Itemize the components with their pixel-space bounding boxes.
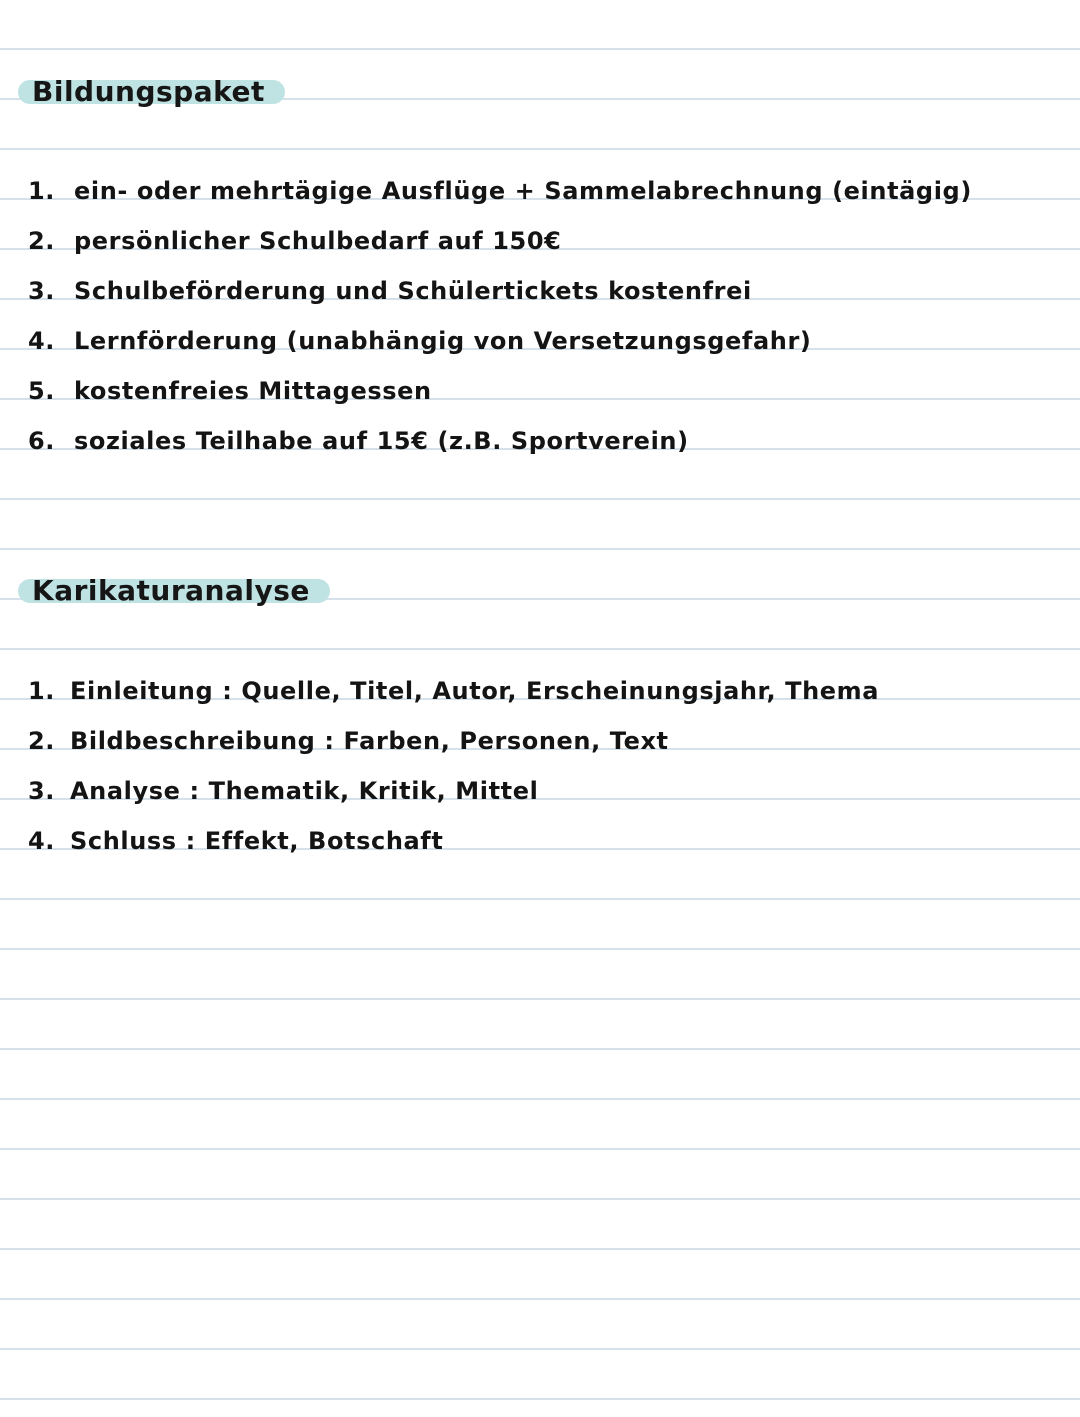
- karikaturanalyse-list: [28, 666, 879, 866]
- heading-text: Bildungspaket: [32, 75, 265, 108]
- item-number: 6.: [28, 427, 56, 455]
- section-heading-bildungspaket: [22, 72, 265, 112]
- item-number: 5.: [28, 377, 56, 405]
- item-text: kostenfreies Mittagessen: [74, 377, 432, 405]
- list-item: [28, 266, 972, 316]
- bildungspaket-list: [28, 166, 972, 466]
- item-text: Bildbeschreibung : Farben, Personen, Text: [70, 727, 669, 755]
- item-text: Analyse : Thematik, Kritik, Mittel: [70, 777, 539, 805]
- item-text: Lernförderung (unabhängig von Versetzungsgefahr): [74, 327, 812, 355]
- list-item: [28, 666, 879, 716]
- item-number: 3.: [28, 277, 56, 305]
- item-text: soziales Teilhabe auf 15€ (z.B. Sportverein): [74, 427, 689, 455]
- item-number: 2.: [28, 227, 56, 255]
- list-item: [28, 366, 972, 416]
- item-text: Einleitung : Quelle, Titel, Autor, Erscheinungsjahr, Thema: [70, 677, 880, 705]
- list-item: [28, 216, 972, 266]
- list-item: [28, 766, 879, 816]
- item-text: ein- oder mehrtägige Ausflüge + Sammelabrechnung (eintägig): [74, 177, 972, 205]
- list-item: [28, 716, 879, 766]
- list-item: [28, 816, 879, 866]
- item-number: 1.: [28, 677, 56, 705]
- list-item: [28, 316, 972, 366]
- list-item: [28, 166, 972, 216]
- item-text: Schulbeförderung und Schülertickets kostenfrei: [74, 277, 752, 305]
- list-item: [28, 416, 972, 466]
- item-number: 1.: [28, 177, 56, 205]
- heading-text: Karikaturanalyse: [32, 574, 310, 607]
- item-number: 3.: [28, 777, 56, 805]
- item-number: 4.: [28, 327, 56, 355]
- item-number: 2.: [28, 727, 56, 755]
- section-heading-karikaturanalyse: [22, 571, 310, 611]
- item-text: Schluss : Effekt, Botschaft: [70, 827, 444, 855]
- item-number: 4.: [28, 827, 56, 855]
- item-text: persönlicher Schulbedarf auf 150€: [74, 227, 562, 255]
